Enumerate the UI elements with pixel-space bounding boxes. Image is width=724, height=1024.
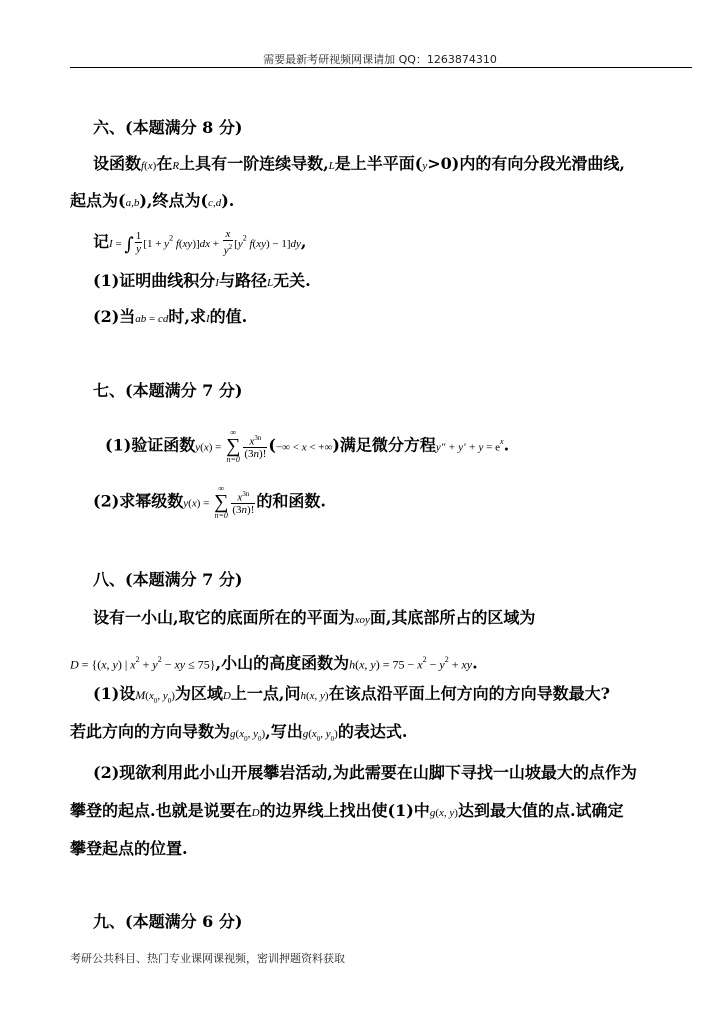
page-header: 需要最新考研视频网课请加 QQ：1263874310 xyxy=(263,53,497,66)
q8-title: 八、(本题满分 7 分) xyxy=(93,570,243,589)
header-rule xyxy=(70,67,692,68)
q6-part2: (2)当ab = cd时,求I的值. xyxy=(93,307,248,326)
q8-line1: 设有一小山,取它的底面所在的平面为xoy面,其底部所占的区域为 xyxy=(93,608,536,627)
q6-line2: 起点为(a,b),终点为(c,d). xyxy=(70,191,235,210)
q8-part2-line1: (2)现欲利用此小山开展攀岩活动,为此需要在山脚下寻找一山坡最大的点作为 xyxy=(93,763,637,782)
q8-part1-line2: 若此方向的方向导数为$g(x_0$, $y_0$),写出$g(x_0$, $y_0$)的表达式. xyxy=(70,722,408,744)
q8-part1-line1: (1)设$M(x_0$, $y_0$)为区域D上一点,问h(x, y)在该点沿平面上何方向的方向导数最大? xyxy=(93,684,610,706)
q8-part2-line2: 攀登的起点.也就是说要在D的边界线上找出使(1)中g(x, y)达到最大值的点.试确定 xyxy=(70,801,624,820)
q7-part2: (2)求幂级数y(x) = ∞ ∑ n=0 $\frac{x^{3n}}{(3n)!}$ 的和函数. xyxy=(93,484,326,520)
q9-title: 九、(本题满分 6 分) xyxy=(93,912,243,931)
q6-integral-line: 记I = ∫ $\frac{1}{y}$ [$1 + y^2$ f(xy)]dx + $\frac{x}{y^2}$ [$y^2$ f(xy) − 1]dy, xyxy=(93,228,307,257)
q6-part1: (1)证明曲线积分I与路径L无关. xyxy=(93,271,311,290)
q6-line1: 设函数f(x)在R上具有一阶连续导数,L是上半平面(y>0)内的有向分段光滑曲线, xyxy=(93,154,625,173)
page-footer: 考研公共科目、热门专业课网课视频，密训押题资料获取 xyxy=(70,952,345,965)
q6-title: 六、(本题满分 8 分) xyxy=(93,118,243,137)
q7-title: 七、(本题满分 7 分) xyxy=(93,381,243,400)
q8-part2-line3: 攀登起点的位置. xyxy=(70,839,188,858)
q7-part1: (1)验证函数y(x) = ∞ ∑ n=0 $\frac{x^{3n}}{(3n)!}$ (−∞ < x < +∞)满足微分方程$y'' + y' + y = e^x$. xyxy=(105,428,510,464)
q8-line2: D = {(x, y) | $x^2 + y^2$ − xy ≤ 75},小山的高度函数为h(x, $y) = 75 - x^2 - y^2$ + xy. xyxy=(70,653,478,673)
